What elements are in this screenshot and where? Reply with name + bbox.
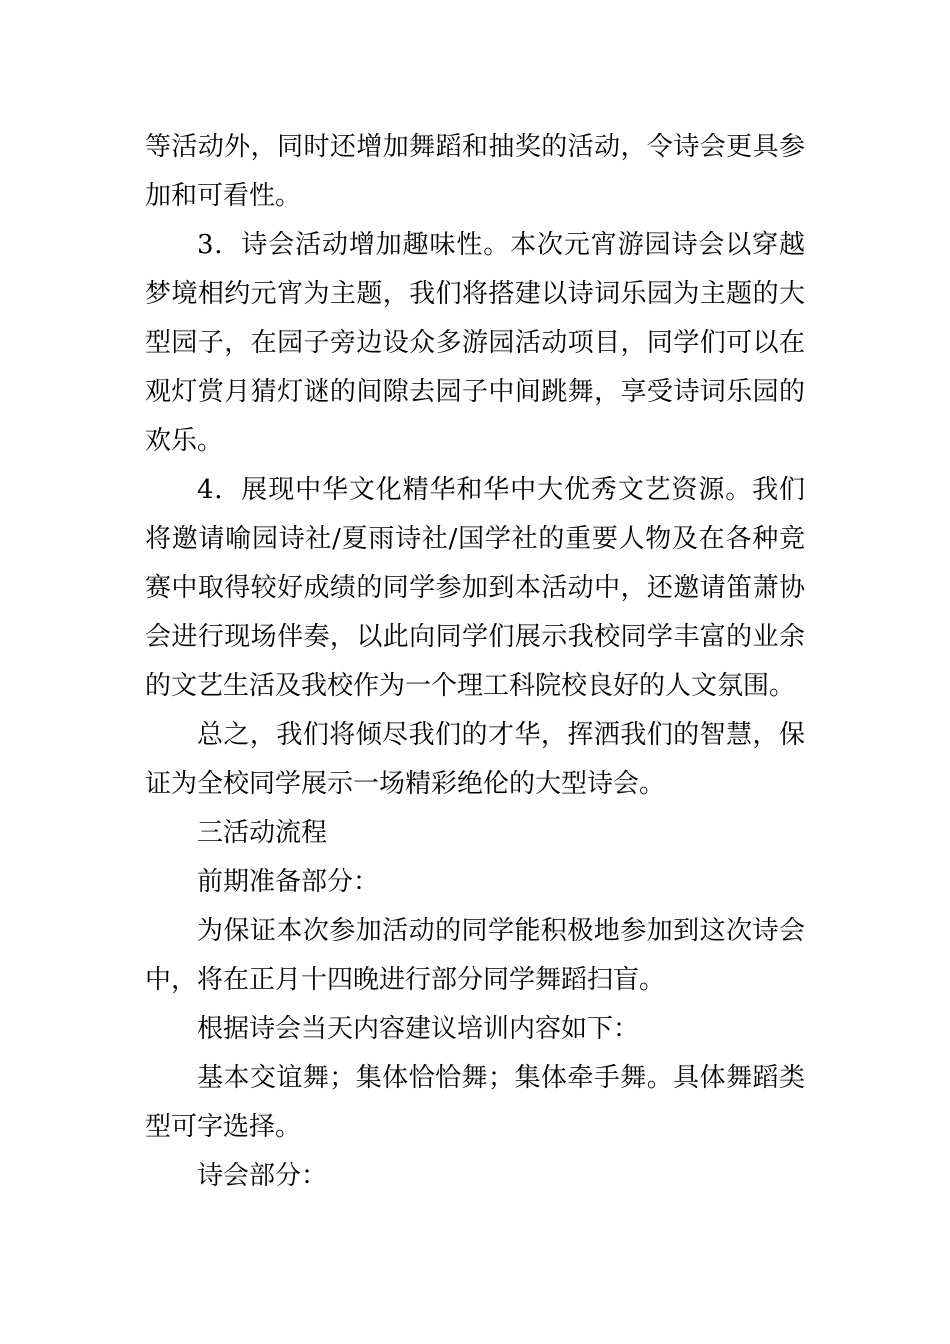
paragraph-training-intro: 根据诗会当天内容建议培训内容如下： (197, 1014, 640, 1044)
paragraph-item-4: 4．展现中华文化精华和华中大优秀文艺资源。我们将邀请喻园诗社/夏雨诗社/国学社的重要人物及在各种竞赛中取得较好成绩的同学参加到本活动中，还邀请笛萧协会进行现场伴奏，以此向同学们展示我校同学丰富的业余的文艺生活及我校作为一个理工科院校良好的人文氛围。 (145, 475, 805, 701)
section-heading-process: 三活动流程 (197, 818, 328, 848)
paragraph-summary: 总之，我们将倾尽我们的才华，挥洒我们的智慧，保证为全校同学展示一场精彩绝伦的大型诗会。 (145, 720, 805, 799)
paragraph-dance-types: 基本交谊舞；集体恰恰舞；集体牵手舞。具体舞蹈类型可字选择。 (145, 1063, 805, 1142)
subheading-poetry: 诗会部分： (197, 1161, 328, 1191)
paragraph-preparation: 为保证本次参加活动的同学能积极地参加到这次诗会中，将在正月十四晚进行部分同学舞蹈扫盲。 (145, 916, 805, 995)
paragraph-continuation: 等活动外，同时还增加舞蹈和抽奖的活动，令诗会更具参加和可看性。 (145, 132, 805, 211)
paragraph-item-3: 3．诗会活动增加趣味性。本次元宵游园诗会以穿越梦境相约元宵为主题，我们将搭建以诗词乐园为主题的大型园子，在园子旁边设众多游园活动项目，同学们可以在观灯赏月猜灯谜的间隙去园子中间跳舞，享受诗词乐园的欢乐。 (145, 230, 805, 456)
subheading-preparation: 前期准备部分： (197, 867, 380, 897)
document-body (145, 123, 805, 1201)
